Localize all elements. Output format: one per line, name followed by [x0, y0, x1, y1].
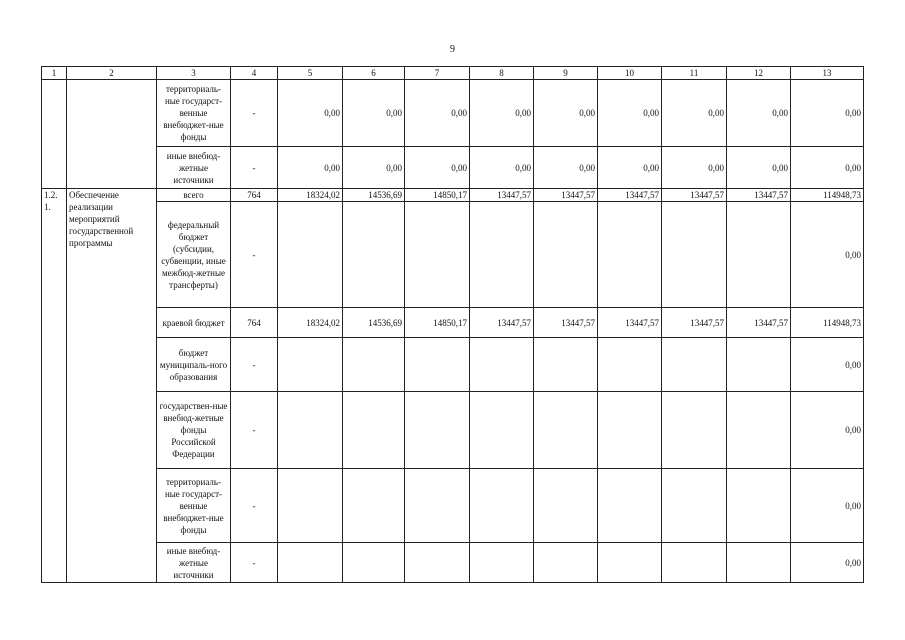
- value-cell: [278, 543, 343, 583]
- value-cell: [278, 338, 343, 392]
- value-cell: 0,00: [470, 80, 534, 147]
- column-number: 12: [727, 67, 791, 80]
- value-cell: [727, 469, 791, 543]
- column4-cell: -: [231, 543, 278, 583]
- column-number-row: [42, 67, 864, 80]
- value-cell: [534, 469, 598, 543]
- column-number: 13: [791, 67, 864, 80]
- column-number: 8: [470, 67, 534, 80]
- value-cell: [343, 338, 405, 392]
- source-cell: территориаль-ные государст-венные внебюджет-ные фонды: [157, 80, 231, 147]
- value-cell: 14536,69: [343, 189, 405, 202]
- value-cell: 0,00: [791, 80, 864, 147]
- table-row: [42, 202, 864, 308]
- table-row: [42, 189, 864, 202]
- column-number: 9: [534, 67, 598, 80]
- table-row: [42, 543, 864, 583]
- value-cell: 0,00: [662, 80, 727, 147]
- value-cell: 18324,02: [278, 189, 343, 202]
- value-cell: 0,00: [791, 147, 864, 189]
- value-cell: 0,00: [662, 147, 727, 189]
- value-cell: [470, 392, 534, 469]
- value-cell: 0,00: [598, 147, 662, 189]
- source-cell: иные внебюд-жетные источники: [157, 147, 231, 189]
- value-cell: 0,00: [534, 147, 598, 189]
- value-cell: 0,00: [598, 80, 662, 147]
- source-cell: краевой бюджет: [157, 308, 231, 338]
- value-cell: [598, 469, 662, 543]
- column4-cell: -: [231, 80, 278, 147]
- source-cell: бюджет муниципаль-ного образования: [157, 338, 231, 392]
- column-number: 1: [42, 67, 67, 80]
- value-cell: [727, 392, 791, 469]
- value-cell: [343, 392, 405, 469]
- value-cell: 0,00: [343, 147, 405, 189]
- value-cell: 114948,73: [791, 308, 864, 338]
- value-cell: 14850,17: [405, 189, 470, 202]
- value-cell: 0,00: [343, 80, 405, 147]
- value-cell: 0,00: [791, 543, 864, 583]
- value-cell: 13447,57: [727, 308, 791, 338]
- value-cell: [598, 202, 662, 308]
- value-cell: 0,00: [791, 469, 864, 543]
- source-cell: территориаль-ные государст-венные внебюджет-ные фонды: [157, 469, 231, 543]
- value-cell: [343, 543, 405, 583]
- value-cell: [405, 202, 470, 308]
- name-cell: Обеспечение реализации мероприятий государственной программы: [67, 189, 157, 583]
- value-cell: [470, 338, 534, 392]
- column-number: 3: [157, 67, 231, 80]
- value-cell: [662, 202, 727, 308]
- value-cell: 13447,57: [534, 308, 598, 338]
- code-cell: 1.2. 1.: [42, 189, 67, 583]
- name-cell: [67, 80, 157, 189]
- value-cell: [343, 202, 405, 308]
- value-cell: [662, 338, 727, 392]
- column4-cell: -: [231, 469, 278, 543]
- column4-cell: -: [231, 338, 278, 392]
- value-cell: [470, 543, 534, 583]
- value-cell: [534, 338, 598, 392]
- value-cell: [727, 338, 791, 392]
- value-cell: 0,00: [470, 147, 534, 189]
- value-cell: [470, 202, 534, 308]
- value-cell: 0,00: [278, 80, 343, 147]
- column-number: 5: [278, 67, 343, 80]
- value-cell: 13447,57: [662, 189, 727, 202]
- value-cell: 14536,69: [343, 308, 405, 338]
- value-cell: 13447,57: [470, 189, 534, 202]
- value-cell: 14850,17: [405, 308, 470, 338]
- value-cell: 0,00: [791, 338, 864, 392]
- value-cell: 0,00: [727, 80, 791, 147]
- value-cell: 13447,57: [534, 189, 598, 202]
- value-cell: [662, 543, 727, 583]
- value-cell: 13447,57: [470, 308, 534, 338]
- table-row: [42, 469, 864, 543]
- value-cell: [598, 543, 662, 583]
- page-number: 9: [450, 44, 455, 55]
- value-cell: 18324,02: [278, 308, 343, 338]
- value-cell: [278, 392, 343, 469]
- value-cell: 0,00: [405, 80, 470, 147]
- table-row: [42, 80, 864, 147]
- value-cell: [278, 202, 343, 308]
- column-number: 7: [405, 67, 470, 80]
- value-cell: [405, 392, 470, 469]
- value-cell: 0,00: [534, 80, 598, 147]
- value-cell: [405, 543, 470, 583]
- value-cell: 0,00: [791, 392, 864, 469]
- value-cell: [534, 543, 598, 583]
- value-cell: [405, 338, 470, 392]
- value-cell: 0,00: [405, 147, 470, 189]
- value-cell: [278, 469, 343, 543]
- table-row: [42, 308, 864, 338]
- table-row: [42, 392, 864, 469]
- value-cell: 13447,57: [727, 189, 791, 202]
- value-cell: 13447,57: [598, 189, 662, 202]
- table-row: [42, 147, 864, 189]
- value-cell: [470, 469, 534, 543]
- code-cell: [42, 80, 67, 189]
- table-row: [42, 338, 864, 392]
- value-cell: [343, 469, 405, 543]
- value-cell: [534, 202, 598, 308]
- column4-cell: -: [231, 202, 278, 308]
- value-cell: [405, 469, 470, 543]
- column4-cell: -: [231, 147, 278, 189]
- value-cell: 13447,57: [662, 308, 727, 338]
- column4-cell: 764: [231, 308, 278, 338]
- column-number: 11: [662, 67, 727, 80]
- source-cell: иные внебюд-жетные источники: [157, 543, 231, 583]
- value-cell: [662, 392, 727, 469]
- budget-table: [41, 66, 864, 583]
- value-cell: [534, 392, 598, 469]
- column-number: 4: [231, 67, 278, 80]
- value-cell: [598, 338, 662, 392]
- value-cell: 0,00: [727, 147, 791, 189]
- source-cell: федеральный бюджет (субсидии, субвенции, иные межбюд-жетные трансферты): [157, 202, 231, 308]
- source-cell: всего: [157, 189, 231, 202]
- column-number: 2: [67, 67, 157, 80]
- value-cell: [727, 543, 791, 583]
- source-cell: государствен-ные внебюд-жетные фонды Российской Федерации: [157, 392, 231, 469]
- value-cell: [598, 392, 662, 469]
- value-cell: [727, 202, 791, 308]
- value-cell: [662, 469, 727, 543]
- column-number: 10: [598, 67, 662, 80]
- value-cell: 0,00: [791, 202, 864, 308]
- value-cell: 114948,73: [791, 189, 864, 202]
- column4-cell: -: [231, 392, 278, 469]
- column4-cell: 764: [231, 189, 278, 202]
- column-number: 6: [343, 67, 405, 80]
- value-cell: 13447,57: [598, 308, 662, 338]
- value-cell: 0,00: [278, 147, 343, 189]
